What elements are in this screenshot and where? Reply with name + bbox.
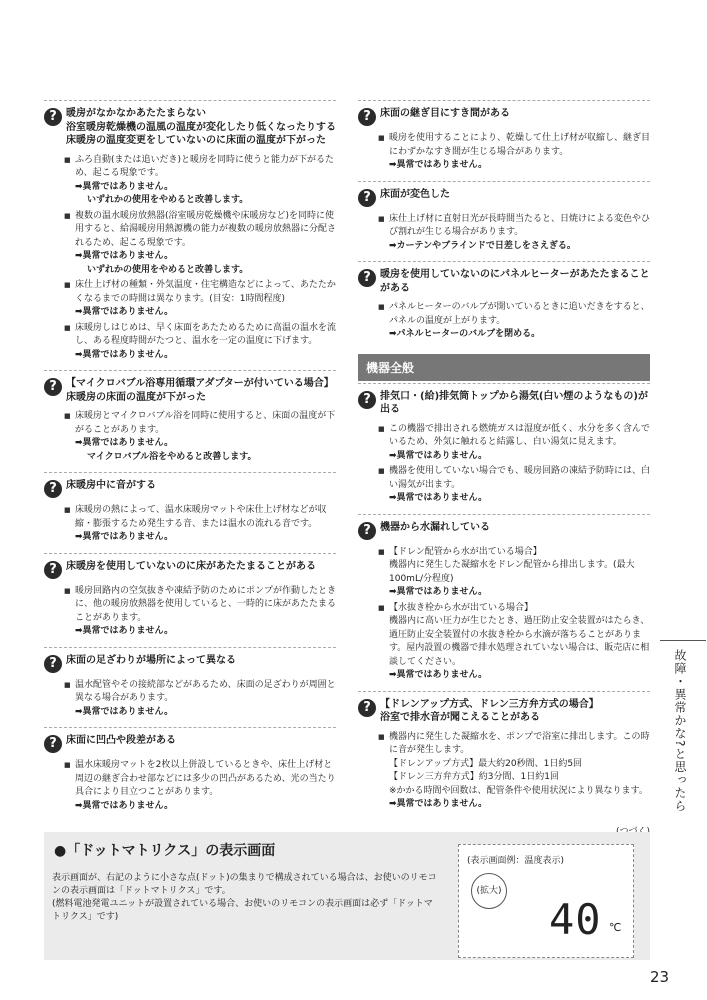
question-title xyxy=(380,390,650,417)
question-title-line: 床面の継ぎ目にすき間がある xyxy=(380,108,510,119)
question-title xyxy=(66,560,316,574)
question-header xyxy=(358,698,650,725)
item-answer: ➡異常ではありません。 xyxy=(75,438,174,448)
item-text: 機器内に高い圧力が生じたとき、過圧防止安全装置がはたらき、過圧防止安全装置付の水抜き栓から水滴が落ちることがあります。屋内設置の機器で排水処理されていない場合は、販売店に相談してください。 xyxy=(389,616,650,667)
question-title xyxy=(66,107,336,148)
item-text: パネルヒーターのバルブが開いているときに追いだきをすると、パネルの温度が上がります。 xyxy=(389,302,650,326)
list-item xyxy=(64,210,336,278)
item-text: 温水配管やその接続部などがあるため、床面の足ざわりが周囲と異なる場合があります。 xyxy=(75,679,336,703)
question-icon: ? xyxy=(44,561,62,579)
question-title-line: 浴室暖房乾燥機の温風の温度が変化したり低くなったりする xyxy=(66,121,336,133)
question-title-line: 暖房がなかなかあたたまらない xyxy=(66,108,206,119)
item-answer: ➡異常ではありません。 xyxy=(389,160,488,170)
list-item xyxy=(64,585,336,639)
question-header xyxy=(358,188,650,207)
tab-divider xyxy=(660,640,706,641)
item-answer: ➡異常ではありません。 xyxy=(75,181,174,192)
item-text: 床仕上げ材の種類・外気温度・住宅構造などによって、あたたかくなるまでの時間は異なります。(目安：1時間程度) xyxy=(75,280,336,304)
example-caption: (表示画面例：温度表示) xyxy=(467,856,565,866)
question-header xyxy=(358,390,650,417)
item-text: 床暖房とマイクロバブル浴を同時に使用すると、床面の温度が下がることがあります。 xyxy=(75,411,336,435)
item-answer: ➡異常ではありません。 xyxy=(389,493,488,503)
question-icon: ? xyxy=(44,655,62,673)
list-item xyxy=(378,731,650,812)
question-title-line: 床面の足ざわりが場所によって異なる xyxy=(66,654,236,666)
question-icon: ? xyxy=(44,735,62,753)
item-text: 機器内に発生した凝縮水をドレン配管から排出します。(最大100mL/分程度) xyxy=(389,560,635,584)
item-answer: ➡異常ではありません。 xyxy=(75,706,174,717)
qa-section xyxy=(358,100,650,181)
item-answer: ➡異常ではありません。 xyxy=(75,307,174,317)
list-item xyxy=(64,504,336,545)
question-icon: ? xyxy=(44,108,62,126)
question-icon: ? xyxy=(44,378,62,396)
question-header xyxy=(44,560,336,579)
note-title: ●「ドットマトリクス」の表示画面 xyxy=(54,843,276,859)
question-header xyxy=(44,107,336,148)
question-header xyxy=(44,654,336,673)
item-answer: ➡異常ではありません。 xyxy=(389,450,488,461)
celsius-unit: ℃ xyxy=(609,921,622,934)
list-item xyxy=(64,279,336,320)
question-title-line: 【ドレンアップ方式、ドレン三方弁方式の場合】 xyxy=(380,698,599,710)
question-title xyxy=(380,107,510,121)
display-example xyxy=(458,844,634,958)
question-title xyxy=(66,734,176,748)
bullet-icon: ■ xyxy=(64,680,71,689)
qa-section xyxy=(358,383,650,514)
bullet-icon: ■ xyxy=(64,586,71,595)
bullet-icon: ■ xyxy=(64,506,71,514)
item-text: 暖房を使用することにより、乾燥して仕上げ材が収縮し、継ぎ目にわずかなすき間が生じる場合があります。 xyxy=(389,133,651,157)
item-answer: いずれかの使用をやめると改善します。 xyxy=(87,264,249,275)
chapter-tab xyxy=(660,640,690,812)
item-text: 機器内に発生した凝縮水を、ポンプで浴室に排出します。この時に音が発生します。 xyxy=(389,731,650,755)
question-icon: ? xyxy=(358,699,376,717)
qa-section xyxy=(358,691,650,820)
item-answer: ➡パネルヒーターのバルブを閉める。 xyxy=(389,329,541,339)
item-answer: ➡異常ではありません。 xyxy=(389,670,488,680)
note-desc-line: 表示画面が、右記のように小さな点(ドット)の集まりで構成されている場合は、お使いのリモコンの表示画面は「ドットマトリクス」です。 xyxy=(52,873,437,896)
question-title xyxy=(380,268,650,295)
question-title-line: 機器から水漏れしている xyxy=(380,521,490,533)
temperature-digits: 40 xyxy=(549,895,602,944)
item-answer: ➡異常ではありません。 xyxy=(75,251,174,261)
question-header xyxy=(44,734,336,753)
question-title xyxy=(66,479,156,493)
question-icon: ? xyxy=(358,522,376,540)
item-text: 【ドレン三方弁方式】約3分間、1日約1回 xyxy=(389,772,559,782)
bullet-icon: ■ xyxy=(378,603,385,612)
chapter-title: 故障・異常かな?と思ったら xyxy=(673,649,687,813)
question-title-line: 床暖房中に音がする xyxy=(66,480,156,491)
bullet-icon: ■ xyxy=(378,467,385,475)
question-title xyxy=(380,521,490,535)
list-item xyxy=(378,301,650,342)
qa-section xyxy=(44,727,336,821)
bullet-icon: ■ xyxy=(378,424,385,433)
item-text: ふろ自動(または追いだき)と暖房を同時に使うと能力が下がるため、起こる現象です。 xyxy=(75,154,335,178)
right-column xyxy=(358,100,650,837)
question-icon: ? xyxy=(358,189,376,207)
qa-section xyxy=(44,647,336,728)
question-title xyxy=(66,377,334,404)
question-icon: ? xyxy=(44,480,62,498)
list-item xyxy=(64,759,336,813)
question-title-line: 浴室で排水音が聞こえることがある xyxy=(380,712,540,723)
list-item xyxy=(378,602,650,683)
item-text: 【水抜き栓から水が出ている場合】 xyxy=(389,602,534,613)
qa-section xyxy=(358,261,650,350)
question-title-line: 床面に凹凸や段差がある xyxy=(66,735,176,746)
list-item xyxy=(64,410,336,464)
page-number: 23 xyxy=(650,968,670,986)
item-text: ※かかる時間や回数は、配管条件や使用状況により異なります。 xyxy=(389,785,648,796)
bullet-icon: ■ xyxy=(64,211,71,220)
bullet-icon: ■ xyxy=(64,281,71,289)
item-text: 【ドレン配管から水が出ている場合】 xyxy=(389,546,542,557)
qa-section xyxy=(44,472,336,553)
bullet-icon: ■ xyxy=(378,134,385,142)
question-header xyxy=(44,377,336,404)
bullet-icon: ■ xyxy=(378,732,385,741)
question-header xyxy=(358,521,650,540)
list-item xyxy=(378,132,650,173)
question-title xyxy=(380,698,599,725)
item-text: 機器を使用していない場合でも、暖房回路の凍結予防時には、白い湯気が出ます。 xyxy=(389,466,651,490)
item-answer: ➡異常ではありません。 xyxy=(389,799,488,809)
list-item xyxy=(378,465,650,506)
item-text: 複数の温水暖房放熱器(浴室暖房乾燥機や床暖房など)を同時に使用すると、給湯暖房用熱源機の能力が複数の暖房放熱器に分配されるため、起こる現象です。 xyxy=(75,210,337,248)
note-description xyxy=(52,872,440,924)
list-item xyxy=(378,546,650,600)
item-answer: いずれかの使用をやめると改善します。 xyxy=(87,195,249,205)
question-title xyxy=(66,654,236,668)
question-title xyxy=(380,188,450,202)
item-text: 温水床暖房マットを2枚以上併設しているときや、床仕上げ材と周辺の継ぎ合わせ部などには多少の凹凸があるため、光の当たり具合により目立つことがあります。 xyxy=(75,760,336,797)
question-title-line: 床面が変色した xyxy=(380,188,450,200)
item-answer: ➡異常ではありません。 xyxy=(75,532,174,542)
bullet-icon: ■ xyxy=(378,547,385,556)
bullet-icon: ■ xyxy=(378,303,385,311)
bullet-icon: ■ xyxy=(64,761,71,769)
question-header xyxy=(358,107,650,126)
note-desc-line: (燃料電池発電ユニットが設置されている場合、お使いのリモコンの表示画面は必ず「ドットマトリクス」です) xyxy=(52,899,433,922)
item-text: 暖房回路内の空気抜きや凍結予防のためにポンプが作動したときに、他の暖房放熱器を使用していると、一時的に床があたたまることがあります。 xyxy=(75,585,337,623)
section-band-general: 機器全般 xyxy=(358,354,650,381)
left-column xyxy=(44,100,336,821)
question-title-line: 暖房を使用していないのにパネルヒーターがあたたまることがある xyxy=(380,269,650,294)
question-title-line: 床暖房を使用していないのに床があたたまることがある xyxy=(66,560,316,572)
item-answer: ➡異常ではありません。 xyxy=(75,626,174,636)
item-answer: ➡異常ではありません。 xyxy=(389,587,488,597)
question-header xyxy=(358,268,650,295)
qa-section xyxy=(44,100,336,370)
item-answer: マイクロバブル浴をやめると改善します。 xyxy=(87,451,257,462)
qa-section xyxy=(358,181,650,262)
qa-section xyxy=(44,553,336,647)
item-answer: ➡異常ではありません。 xyxy=(75,349,174,360)
list-item xyxy=(64,154,336,208)
bullet-icon: ■ xyxy=(64,323,71,332)
list-item xyxy=(64,679,336,720)
item-text: 床暖房の熱によって、温水床暖房マットや床仕上げ材などが収縮・膨張するため発生する音、または温水の流れる音です。 xyxy=(75,505,327,529)
item-answer: ➡カーテンやブラインドで日差しをさえぎる。 xyxy=(389,240,576,251)
question-icon: ? xyxy=(358,108,376,126)
item-answer: ➡異常ではありません。 xyxy=(75,800,174,811)
question-icon: ? xyxy=(358,269,376,287)
list-item xyxy=(378,213,650,254)
item-text: この機器で排出される燃焼ガスは湿度が低く、水分を多く含んでいるため、外気に触れると結露し、白い湯気に見えます。 xyxy=(389,423,650,447)
question-icon: ? xyxy=(358,391,376,409)
zoom-badge: (拡大) xyxy=(471,873,507,909)
item-text: 床仕上げ材に直射日光が長時間当たると、日焼けによる変色やひび割れが生じる場合があります。 xyxy=(389,213,651,237)
item-text: 【ドレンアップ方式】最大約20秒間、1日約5回 xyxy=(389,758,583,769)
question-header xyxy=(44,479,336,498)
bullet-icon: ■ xyxy=(378,214,385,223)
item-text: 床暖房しはじめは、早く床面をあたためるために高温の温水を流し、ある程度時間がたつと、温水を一定の温度に下げます。 xyxy=(75,322,337,346)
qa-section xyxy=(44,370,336,472)
list-item xyxy=(64,322,336,363)
bullet-icon: ■ xyxy=(64,155,71,164)
dot-matrix-note xyxy=(44,832,650,960)
list-item xyxy=(378,423,650,464)
question-title-line: 床暖房の温度変更をしていないのに床面の温度が下がった xyxy=(66,135,326,146)
bullet-icon: ■ xyxy=(64,412,71,420)
qa-section xyxy=(358,514,650,691)
question-title-line: 排気口・(給)排気筒トップから湯気(白い煙のようなもの)が出る xyxy=(380,390,648,415)
question-title-line: 床暖房の床面の温度が下がった xyxy=(66,391,206,403)
question-title-line: 【マイクロバブル浴専用循環アダプターが付いている場合】 xyxy=(66,378,334,389)
